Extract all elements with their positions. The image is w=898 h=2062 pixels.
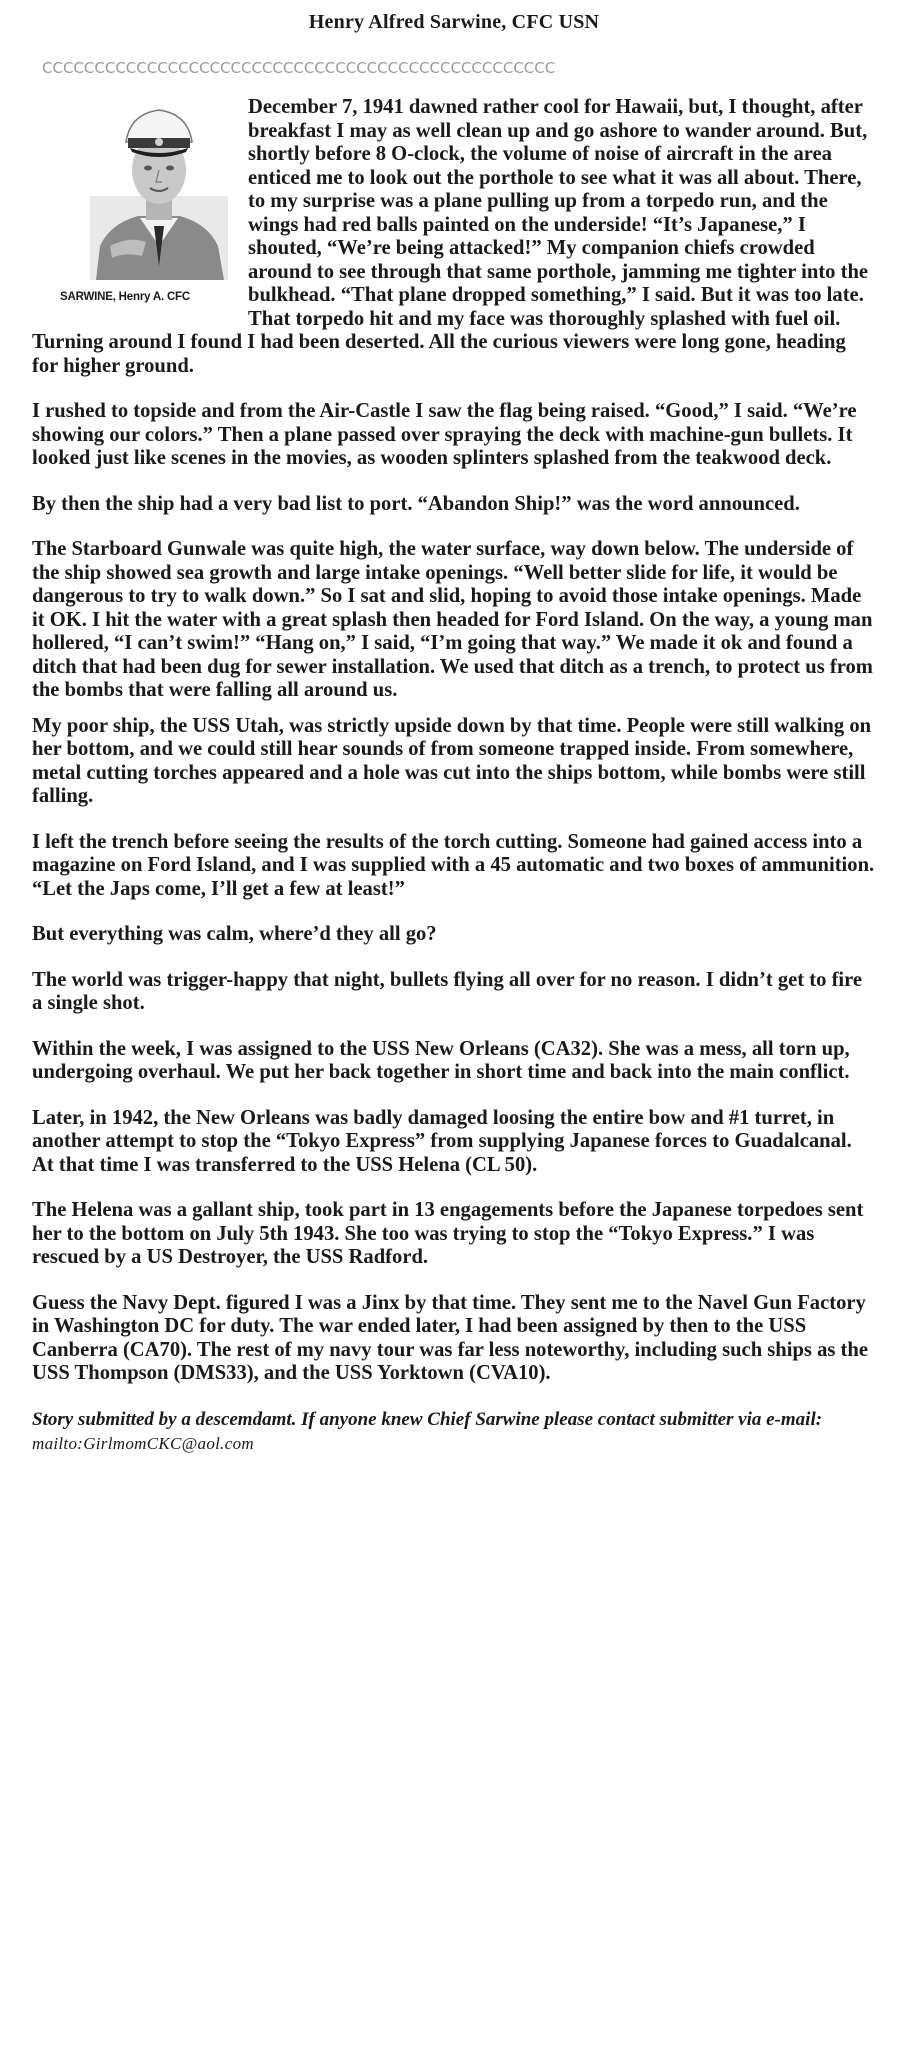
email-link[interactable]: mailto:GirlmomCKC@aol.com — [32, 1433, 254, 1453]
page-title: Henry Alfred Sarwine, CFC USN — [308, 11, 600, 33]
story-paragraph: By then the ship had a very bad list to port. “Abandon Ship!” was the word announced. — [32, 492, 800, 515]
story-paragraph: But everything was calm, where’d they all go? — [32, 923, 437, 945]
submission-note — [32, 1408, 876, 1456]
story-paragraph: December 7, 1941 dawned rather cool for Hawaii, but, I thought, after breakfast I may as well clean up and go ashore to wander around. But, shortly before 8 O-clock, the volume of noise of aircraft in the area enticed me to look out the porthole to see what it was all about. There, to my surprise was a plane pulling up from a torpedo run, and the wings had red balls painted on the underside! “It’s Japanese,” I shouted, “We’re being attacked!” My companion chiefs crowded around to see through that same porthole, jamming me tighter into the bulkhead. “That plane dropped something,” I said. But it was too late. That torpedo hit and my face was thoroughly splashed with fuel oil. Turning around I found I had been deserted. All the curious viewers were long gone, heading for higher ground. — [32, 96, 869, 377]
story-paragraph: The Helena was a gallant ship, took part in 13 engagements before the Japanese torpedoes sent her to the bottom on July 5th 1943. She too was trying to stop the “Tokyo Express.” I was rescued by a US Destroyer, the USS Radford. — [32, 1199, 864, 1268]
decorative-divider: CCCCCCCCCCCCCCCCCCCCCCCCCCCCCCCCCCCCCCCCCCCCCCCCC — [42, 62, 556, 74]
submission-text: Story submitted by a descemdamt. If anyone knew Chief Sarwine please contact submitter via e-mail: — [32, 1408, 823, 1430]
story-paragraph: Later, in 1942, the New Orleans was badly damaged loosing the entire bow and #1 turret, in another attempt to stop the “Tokyo Express” from supplying Japanese forces to Guadalcanal. At that time I was transferred to the USS Helena (CL 50). — [32, 1106, 852, 1176]
portrait-block — [46, 96, 236, 326]
story-paragraph: I left the trench before seeing the results of the torch cutting. Someone had gained access into a magazine on Ford Island, and I was supplied with a 45 automatic and two boxes of ammunition. “Let the Japs come, I’ll get a few at least!” — [32, 830, 875, 900]
story-paragraph: My poor ship, the USS Utah, was strictly upside down by that time. People were still walking on her bottom, and we could still hear sounds of from someone trapped inside. From somewhere, metal cutting torches appeared and a hole was cut into the ships bottom, while bombs were still falling. — [32, 714, 872, 807]
portrait-photo — [90, 96, 228, 280]
story-paragraph: The world was trigger-happy that night, bullets flying all over for no reason. I didn’t get to fire a single shot. — [32, 968, 863, 1014]
story-paragraph: Within the week, I was assigned to the USS New Orleans (CA32). She was a mess, all torn up, undergoing overhaul. We put her back together in short time and back into the main conflict. — [32, 1037, 850, 1083]
story-paragraph: Guess the Navy Dept. figured I was a Jinx by that time. They sent me to the Navel Gun Factory in Washington DC for duty. The war ended later, I had been assigned by then to the USS Canberra (CA70). The rest of my navy tour was far less noteworthy, including such ships as the USS Thompson (DMS33), and the USS Yorktown (CVA10). — [32, 1291, 869, 1384]
photo-caption: SARWINE, Henry A. CFC — [60, 291, 190, 303]
story-paragraph: The Starboard Gunwale was quite high, the water surface, way down below. The underside of the ship showed sea growth and large intake openings. “Well better slide for life, it would be dangerous to try to walk down.” So I sat and slid, hoping to avoid those intake openings. Made it OK. I hit the water with a great splash then headed for Ford Island. On the way, a young man hollered, “I can’t swim!” “Hang on,” I said, “I’m going that way.” We made it ok and found a ditch that had been dug for sewer installation. We used that ditch as a trench, to protect us from the bombs that were falling all around us. — [32, 538, 873, 701]
story-body — [32, 96, 876, 1456]
story-paragraph: I rushed to topside and from the Air-Castle I saw the flag being raised. “Good,” I said. “We’re showing our colors.” Then a plane passed over spraying the deck with machine-gun bullets. It looked just like scenes in the movies, as wooden splinters splashed from the teakwood deck. — [32, 400, 857, 469]
